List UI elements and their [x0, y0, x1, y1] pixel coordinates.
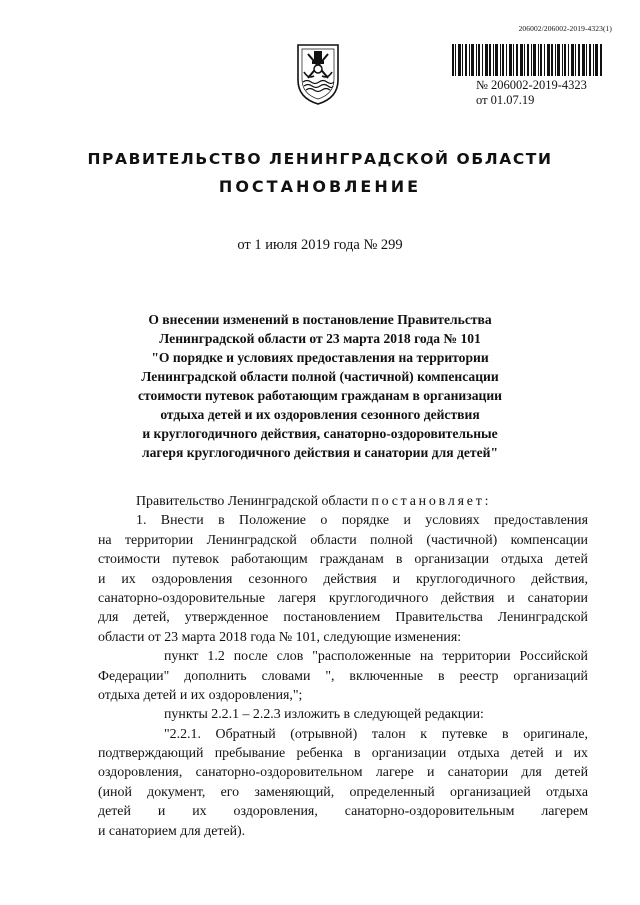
point221-line: детей и их оздоровления, санаторно-оздоровительным лагерем [98, 804, 588, 820]
intro-text: Правительство Ленинградской области [136, 494, 372, 509]
point221-line: "2.2.1. Обратный (отрывной) талон к путевке в оригинале, [164, 726, 588, 742]
point221-line: (иной документ, его заменяющий, определенный организацией отдыха [98, 784, 588, 800]
item1-line: стоимости путевок работающим гражданам в организации отдыха детей [98, 552, 588, 568]
point12-line: Федерации" дополнить словами ", включенные в реестр организаций [98, 668, 588, 684]
registration-date: от 01.07.19 [476, 93, 535, 107]
subject-line: лагеря круглогодичного действия и санатории для детей" [141, 445, 498, 460]
item1-line: области от 23 марта 2018 года № 101, следующие изменения: [98, 629, 462, 645]
point12-line: пункт 1.2 после слов "расположенные на территории Российской [164, 649, 588, 665]
point221-line: и санаторием для детей). [98, 823, 246, 839]
coat-of-arms-emblem [294, 42, 342, 106]
decree-word: постановляет: [371, 494, 492, 509]
subject-line: стоимости путевок работающим гражданам в организации [137, 388, 503, 403]
registration-number: № 206002-2019-4323 [476, 78, 587, 92]
item1-line: 1. Внести в Положение о порядке и условиях предоставления [136, 513, 588, 529]
subject-line: О внесении изменений в постановление Правительства [148, 312, 492, 327]
top-reference: 206002/206002-2019-4323(1) [518, 24, 612, 33]
document-subject [100, 310, 540, 462]
government-title: ПРАВИТЕЛЬСТВО ЛЕНИНГРАДСКОЙ ОБЛАСТИ [87, 150, 553, 168]
document-date-line: от 1 июля 2019 года № 299 [237, 237, 403, 253]
point221-line: оздоровления, санаторно-оздоровительном лагере и санатории для детей [98, 765, 588, 781]
item1-line: санаторно-оздоровительные лагеря круглогодичного действия и санатории [98, 590, 588, 606]
point221-line: подтверждающий пребывание ребенка в организации отдыха детей и их [98, 746, 588, 762]
item1-line: и их оздоровления сезонного действия и круглогодичного действия, [98, 571, 588, 587]
document-body [98, 492, 588, 841]
item1-line: для детей, утвержденное постановлением Правительства Ленинградской [98, 610, 588, 626]
subject-line: отдыха детей и их оздоровления сезонного действия [160, 407, 480, 422]
subject-line: Ленинградской области полной (частичной) компенсации [141, 369, 499, 384]
subject-line: Ленинградской области от 23 марта 2018 года № 101 [159, 331, 481, 346]
subject-line: "О порядке и условиях предоставления на территории [151, 350, 489, 365]
point12-line: отдыха детей и их оздоровления,"; [98, 687, 303, 703]
point22-line: пункты 2.2.1 – 2.2.3 изложить в следующей редакции: [164, 707, 484, 723]
document-barcode [452, 44, 602, 76]
document-type-title: ПОСТАНОВЛЕНИЕ [218, 177, 422, 196]
subject-line: и круглогодичного действия, санаторно-оздоровительные [142, 426, 498, 441]
intro-paragraph [98, 492, 588, 511]
item1-line: на территории Ленинградской области полной (частичной) компенсации [98, 532, 588, 548]
